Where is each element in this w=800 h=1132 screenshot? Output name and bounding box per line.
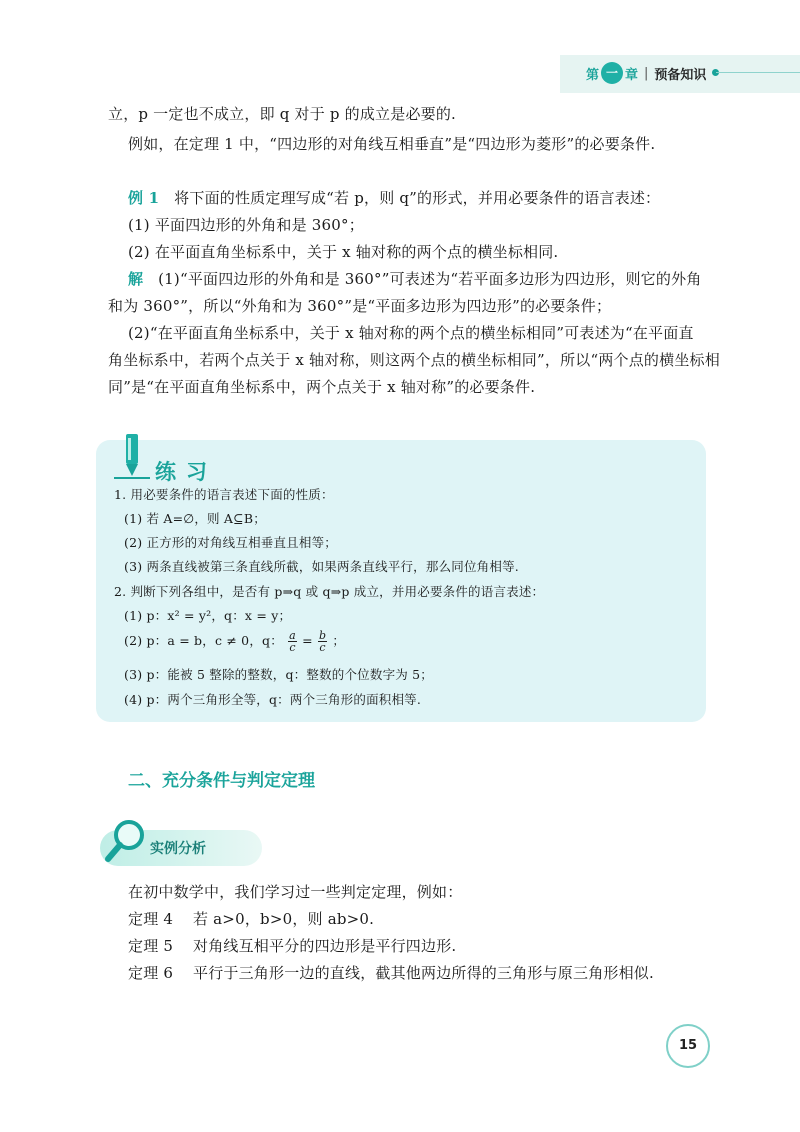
solution-line-1 bbox=[128, 269, 701, 289]
practice-q2-item-3: (3) p：能被 5 整除的整数，q：整数的个位数字为 5； bbox=[124, 667, 434, 682]
theorem-4 bbox=[128, 909, 374, 929]
fraction-equals: = bbox=[302, 633, 313, 648]
solution-line-2: 和为 360°”，所以“外角和为 360°”是“平面多边形为四边形”的必要条件； bbox=[108, 297, 612, 315]
section-title: 二、充分条件与判定定理 bbox=[128, 771, 315, 791]
page-number: 15 bbox=[666, 1024, 710, 1068]
fraction-denominator-c-2: c bbox=[319, 641, 326, 654]
magnifier-icon bbox=[103, 817, 147, 869]
example-prompt: 将下面的性质定理写成“若 p，则 q”的形式，并用必要条件的语言表述： bbox=[174, 189, 661, 207]
practice-q1-item-2: (2) 正方形的对角线互相垂直且相等； bbox=[124, 535, 337, 550]
theorem-4-name: 定理 4 bbox=[128, 910, 174, 928]
running-header bbox=[586, 60, 706, 86]
intro-line-2: 例如，在定理 1 中，“四边形的对角线互相垂直”是“四边形为菱形”的必要条件. bbox=[128, 135, 656, 153]
practice-q2-item-4: (4) p：两个三角形全等，q：两个三角形的面积相等. bbox=[124, 692, 422, 707]
header-rule bbox=[716, 72, 800, 73]
practice-q1-item-3: (3) 两条直线被第三条直线所截，如果两条直线平行，那么同位角相等. bbox=[124, 559, 519, 574]
solution-line-3: (2)“在平面直角坐标系中，关于 x 轴对称的两个点的横坐标相同”可表述为“在平面直 bbox=[128, 324, 694, 342]
chapter-prefix: 第 bbox=[586, 67, 600, 83]
theorem-5-text: 对角线互相平分的四边形是平行四边形. bbox=[193, 937, 457, 955]
fraction-denominator-c: c bbox=[289, 641, 296, 654]
solution-label: 解 bbox=[128, 270, 144, 288]
header-separator: | bbox=[644, 65, 649, 81]
chapter-number-badge: 一 bbox=[601, 62, 623, 84]
theorem-6-name: 定理 6 bbox=[128, 964, 174, 982]
example-item-1: (1) 平面四边形的外角和是 360°； bbox=[128, 216, 364, 234]
practice-title: 练习 bbox=[155, 460, 217, 484]
section-name: 预备知识 bbox=[654, 67, 707, 83]
fraction-b-over-c bbox=[318, 630, 327, 653]
intro-line-1: 立，p 一定也不成立，即 q 对于 p 的成立是必要的. bbox=[108, 105, 457, 123]
theorem-6 bbox=[128, 963, 654, 983]
case-intro: 在初中数学中，我们学习过一些判定定理，例如： bbox=[128, 883, 463, 901]
theorem-4-text: 若 a>0，b>0，则 ab>0. bbox=[193, 910, 375, 928]
theorem-5-name: 定理 5 bbox=[128, 937, 174, 955]
example-heading bbox=[128, 188, 660, 208]
practice-q2-item-2 bbox=[124, 630, 345, 653]
practice-q2: 2. 判断下列各组中，是否有 p⇒q 或 q⇒p 成立，并用必要条件的语言表述： bbox=[114, 584, 545, 599]
practice-q1-item-1: (1) 若 A=∅，则 A⊆B； bbox=[124, 511, 266, 526]
q2-item-2-suffix: ； bbox=[332, 633, 346, 648]
case-analysis-label: 实例分析 bbox=[150, 841, 206, 857]
theorem-5 bbox=[128, 936, 456, 956]
pen-icon bbox=[112, 432, 152, 486]
fraction-a-over-c bbox=[288, 630, 297, 653]
example-label: 例 1 bbox=[128, 189, 160, 207]
theorem-6-text: 平行于三角形一边的直线，截其他两边所得的三角形与原三角形相似. bbox=[193, 964, 654, 982]
solution-line-4: 角坐标系中，若两个点关于 x 轴对称，则这两个点的横坐标相同”，所以“两个点的横坐标相 bbox=[108, 351, 720, 369]
practice-q2-item-1: (1) p：x² = y²，q：x = y； bbox=[124, 608, 292, 623]
example-item-2: (2) 在平面直角坐标系中，关于 x 轴对称的两个点的横坐标相同. bbox=[128, 243, 559, 261]
fraction-numerator-a: a bbox=[289, 629, 296, 642]
solution-text-1: (1)“平面四边形的外角和是 360°”可表述为“若平面多边形为四边形，则它的外角 bbox=[158, 270, 702, 288]
chapter-suffix: 章 bbox=[625, 67, 639, 83]
solution-line-5: 同”是“在平面直角坐标系中，两个点关于 x 轴对称”的必要条件. bbox=[108, 378, 536, 396]
q2-item-2-prefix: (2) p：a = b，c ≠ 0，q： bbox=[124, 633, 283, 648]
fraction-numerator-b: b bbox=[318, 629, 327, 642]
practice-q1: 1. 用必要条件的语言表述下面的性质： bbox=[114, 487, 334, 502]
